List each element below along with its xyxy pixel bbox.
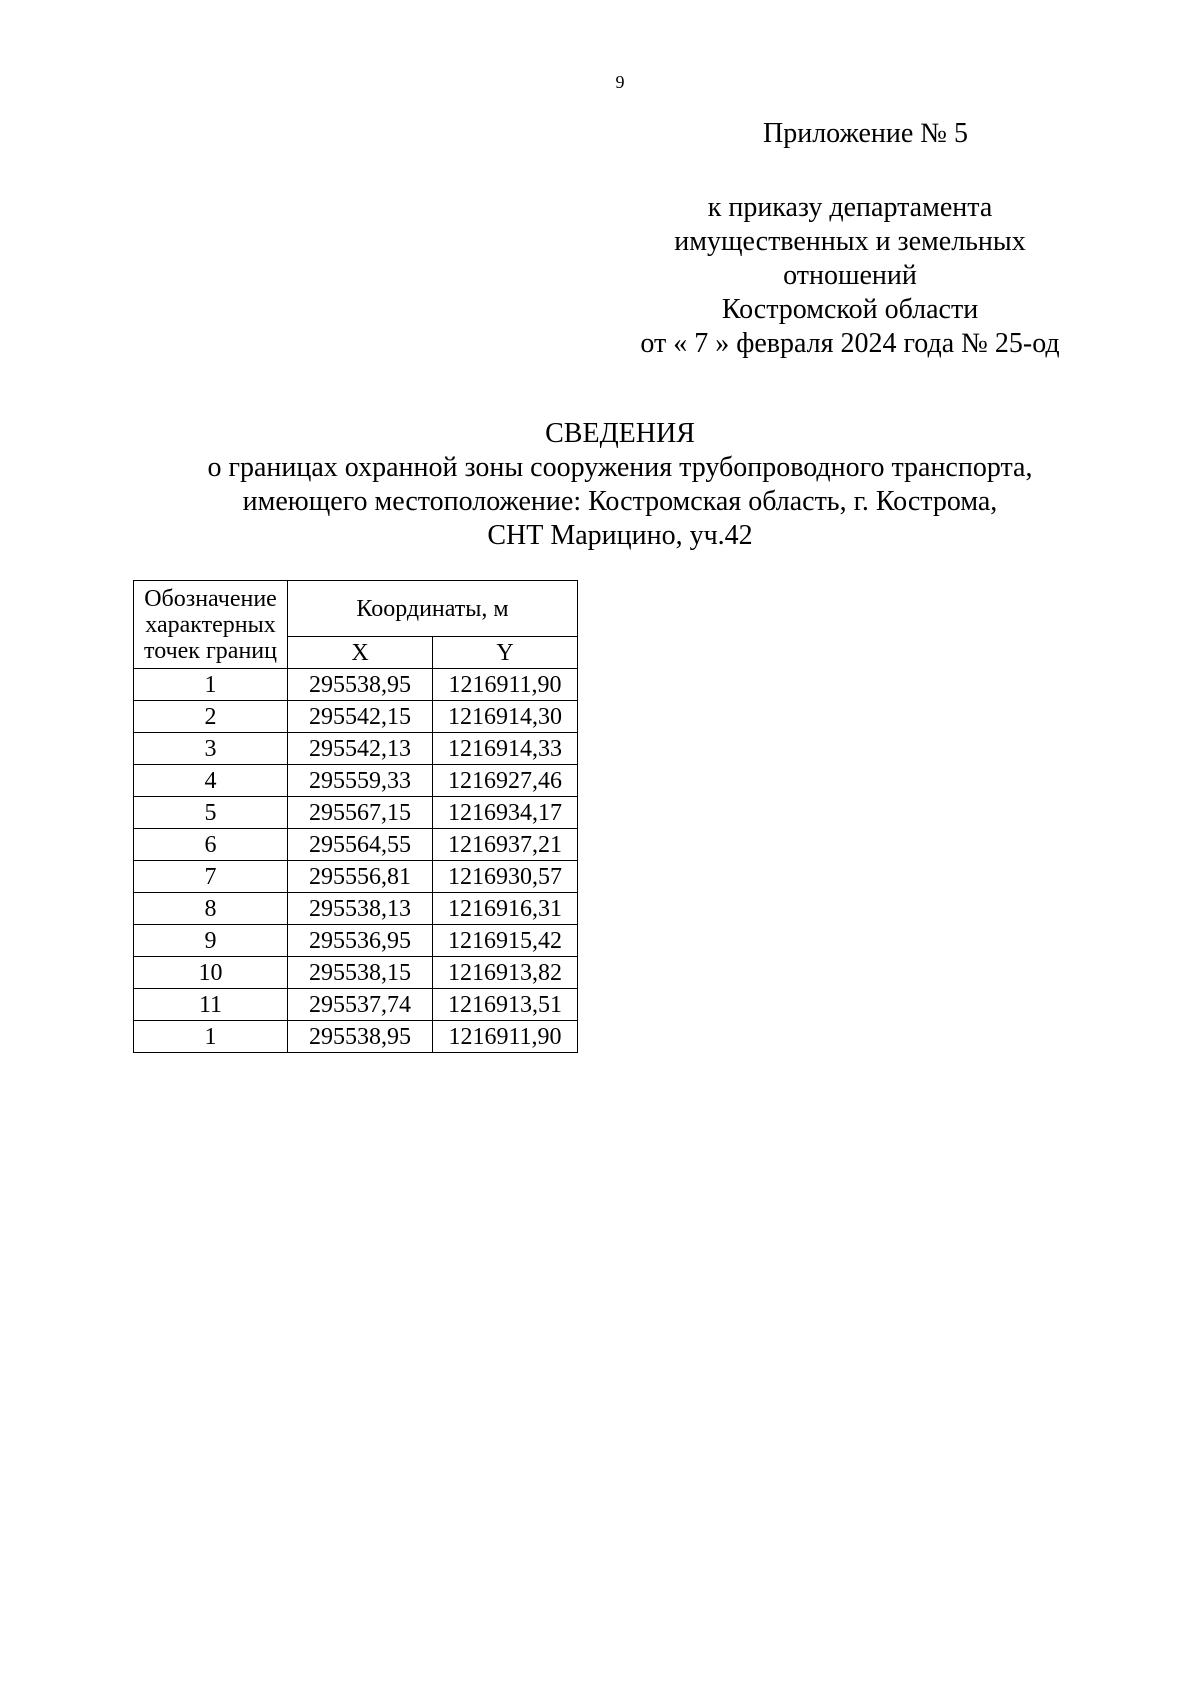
coordinates-header: Координаты, м [288, 581, 578, 637]
table-row [134, 701, 578, 733]
point-cell: 2 [134, 701, 288, 733]
point-cell: 1 [134, 1021, 288, 1053]
order-line: имущественных и земельных [674, 226, 1026, 257]
heading-line: имеющего местоположение: Костромская область, г. Кострома, [242, 486, 998, 517]
point-cell: 5 [134, 797, 288, 829]
heading-line: СНТ Марицино, уч.42 [487, 520, 753, 551]
y-cell: 1216934,17 [433, 797, 578, 829]
point-cell: 9 [134, 925, 288, 957]
x-cell: 295564,55 [288, 829, 433, 861]
point-header [134, 581, 288, 669]
y-cell: 1216914,33 [433, 733, 578, 765]
point-cell: 6 [134, 829, 288, 861]
order-date-line: от « 7 » февраля 2024 года № 25-од [640, 328, 1060, 359]
point-cell: 3 [134, 733, 288, 765]
x-cell: 295542,15 [288, 701, 433, 733]
order-line: Костромской области [721, 294, 979, 325]
table-row [134, 957, 578, 989]
point-header-line: характерных [145, 611, 276, 638]
heading-line: о границах охранной зоны сооружения трубопроводного транспорта, [207, 452, 1033, 483]
heading-title: СВЕДЕНИЯ [545, 418, 695, 449]
x-cell: 295567,15 [288, 797, 433, 829]
table-row [134, 925, 578, 957]
table-row [134, 1021, 578, 1053]
coordinates-table [133, 580, 578, 1053]
table-row [134, 893, 578, 925]
y-cell: 1216927,46 [433, 765, 578, 797]
point-cell: 10 [134, 957, 288, 989]
point-header-line: Обозначение [144, 585, 277, 612]
x-cell: 295536,95 [288, 925, 433, 957]
y-cell: 1216915,42 [433, 925, 578, 957]
table-row [134, 733, 578, 765]
x-cell: 295559,33 [288, 765, 433, 797]
x-header: X [288, 637, 433, 669]
y-cell: 1216916,31 [433, 893, 578, 925]
point-cell: 7 [134, 861, 288, 893]
appendix-title: Приложение № 5 [763, 118, 968, 149]
table-row [134, 829, 578, 861]
table-row [134, 989, 578, 1021]
point-header-line: точек границ [144, 637, 277, 664]
x-cell: 295538,95 [288, 669, 433, 701]
page-number: 9 [615, 72, 625, 92]
x-cell: 295537,74 [288, 989, 433, 1021]
coordinates-body [134, 669, 578, 1053]
y-cell: 1216913,82 [433, 957, 578, 989]
y-header: Y [433, 637, 578, 669]
y-cell: 1216911,90 [433, 669, 578, 701]
y-cell: 1216911,90 [433, 1021, 578, 1053]
y-cell: 1216930,57 [433, 861, 578, 893]
order-line: отношений [783, 260, 917, 291]
point-cell: 4 [134, 765, 288, 797]
x-cell: 295538,13 [288, 893, 433, 925]
document-heading [0, 417, 1200, 553]
table-row [134, 861, 578, 893]
point-cell: 8 [134, 893, 288, 925]
x-cell: 295542,13 [288, 733, 433, 765]
y-cell: 1216913,51 [433, 989, 578, 1021]
point-cell: 1 [134, 669, 288, 701]
order-reference [600, 191, 1100, 361]
table-row [134, 765, 578, 797]
order-line: к приказу департамента [707, 192, 993, 223]
table-row [134, 797, 578, 829]
y-cell: 1216914,30 [433, 701, 578, 733]
table-row [134, 669, 578, 701]
x-cell: 295538,95 [288, 1021, 433, 1053]
x-cell: 295556,81 [288, 861, 433, 893]
y-cell: 1216937,21 [433, 829, 578, 861]
point-cell: 11 [134, 989, 288, 1021]
x-cell: 295538,15 [288, 957, 433, 989]
